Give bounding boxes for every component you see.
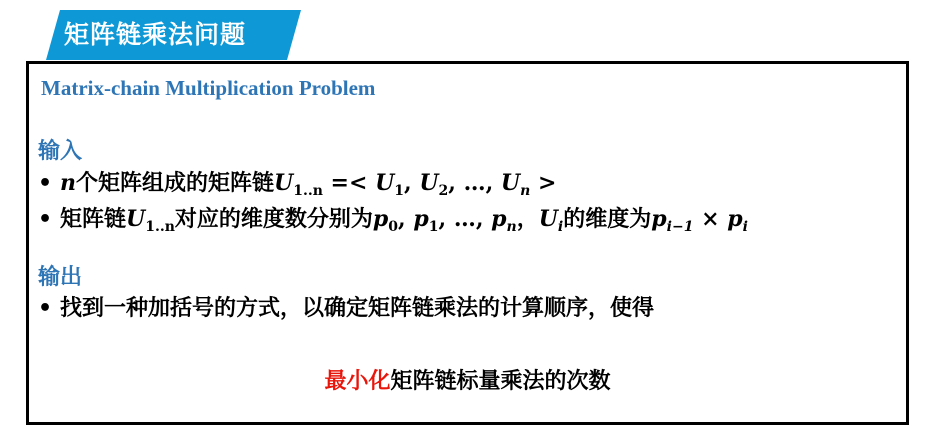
input-bullet-2: • 矩阵链$U_{1..n}$对应的维度数分别为$p_0$, $p_1$, …, $p_n$，$U_i$的维度为$p_{i-1} \times p_i$ xyxy=(38,206,748,235)
bullet: • xyxy=(38,296,53,321)
ellipsis: , …, xyxy=(448,170,501,196)
var-Un: U xyxy=(500,170,521,196)
text: 找到一种加括号的方式，以确定矩阵链乘法的计算顺序，使得 xyxy=(60,296,655,321)
sub-i: i xyxy=(557,219,564,235)
var-n: n xyxy=(60,170,76,196)
sub-range: 1..n xyxy=(145,219,175,235)
sub-2: 2 xyxy=(438,183,449,199)
text: 矩阵链 xyxy=(60,207,127,232)
goal-text: 矩阵链标量乘法的次数 xyxy=(390,369,611,394)
input-heading: 输入 xyxy=(38,139,83,164)
var-U2: U xyxy=(419,170,439,196)
output-heading: 输出 xyxy=(38,265,83,290)
highlight-text: 最小化 xyxy=(324,369,391,394)
var-U: U xyxy=(126,206,146,232)
problem-panel xyxy=(26,61,909,425)
sub-im1: i−1 xyxy=(666,219,694,235)
sub-0: 0 xyxy=(388,219,399,235)
output-bullet-1 xyxy=(38,294,654,324)
eq: =< xyxy=(322,170,376,196)
var-p0: p xyxy=(372,206,389,232)
var-p1: p xyxy=(413,206,429,232)
sub-n: n xyxy=(506,219,517,235)
text: 的维度为 xyxy=(563,207,652,232)
subtitle: Matrix-chain Multiplication Problem xyxy=(41,76,376,100)
text: 对应的维度数分别为 xyxy=(174,207,373,232)
bullet: • xyxy=(38,171,53,196)
var-pn: p xyxy=(491,206,507,232)
sub-i: i xyxy=(742,219,748,235)
page-title: 矩阵链乘法问题 xyxy=(64,20,247,49)
times: × xyxy=(693,206,728,232)
output-goal-line xyxy=(29,364,906,395)
title-tab xyxy=(46,10,306,60)
sub-range: 1..n xyxy=(293,183,323,199)
close: > xyxy=(530,170,557,196)
bullet: • xyxy=(38,207,53,232)
separator: ， xyxy=(516,207,539,232)
input-bullet-1: • n个矩阵组成的矩阵链$U_{1..n} =< U_1$, $U_2$, …, $U_n$ > xyxy=(38,170,557,199)
var-p-i: p xyxy=(727,206,743,232)
sub-n: n xyxy=(520,183,531,199)
var-U: U xyxy=(274,170,294,196)
text: 个矩阵组成的矩阵链 xyxy=(76,171,275,196)
sub-1: 1 xyxy=(428,219,439,235)
var-p-im1: p xyxy=(651,206,667,232)
var-U1: U xyxy=(375,170,395,196)
ellipsis: , …, xyxy=(438,206,492,232)
sub-1: 1 xyxy=(394,183,404,199)
var-Ui: U xyxy=(538,206,558,232)
